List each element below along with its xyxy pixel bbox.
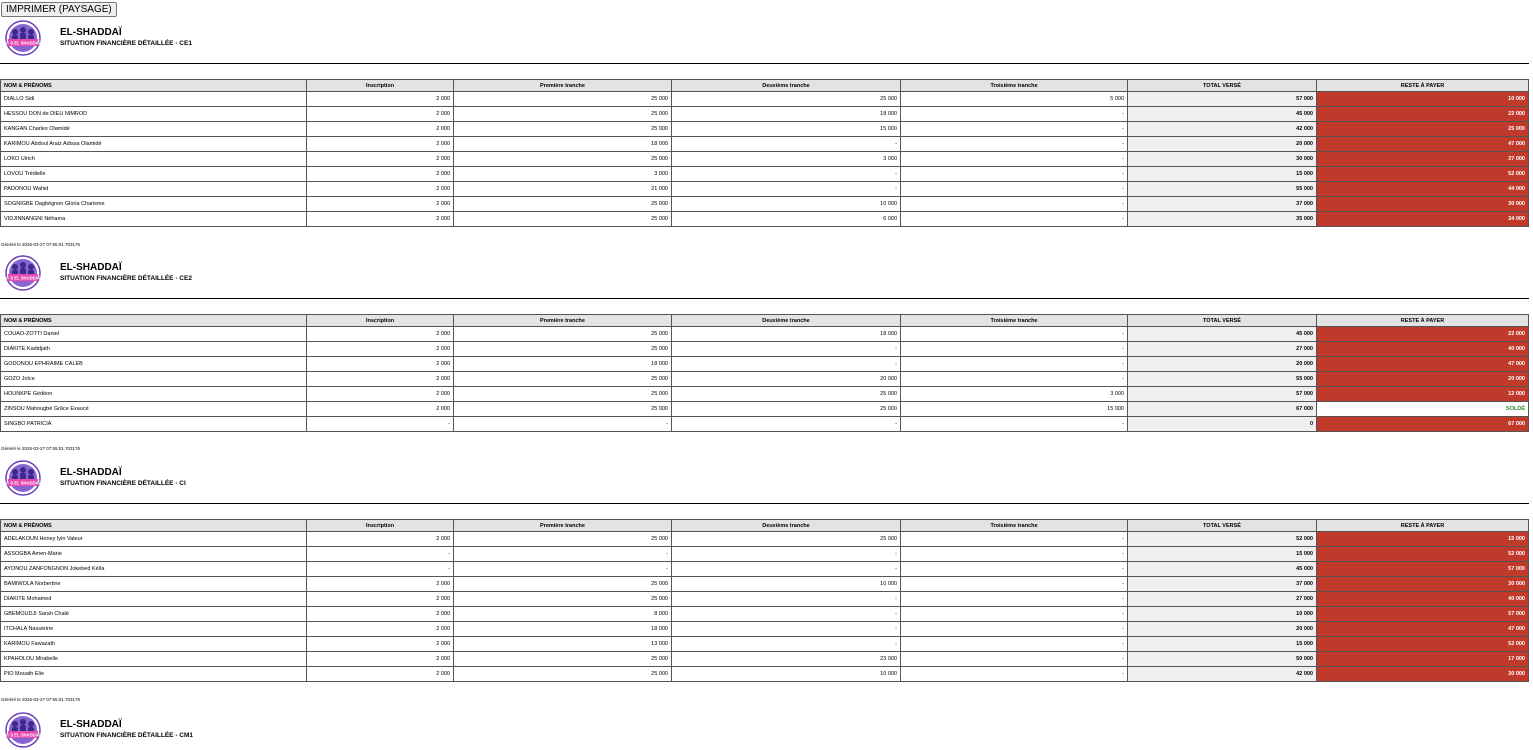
section-header: [0, 253, 1529, 293]
remaining-balance: 22 000: [1317, 107, 1529, 122]
student-name: KANGAN Charles Olamidé: [1, 122, 307, 137]
payment-cell: -: [901, 107, 1128, 122]
payment-cell: -: [901, 652, 1128, 667]
student-name: ASSOGBA Amen-Marie: [1, 547, 307, 562]
total-paid: 45 000: [1128, 327, 1317, 342]
payment-cell: -: [672, 342, 901, 357]
remaining-balance: 12 000: [1317, 387, 1529, 402]
payment-cell: 25 000: [454, 107, 672, 122]
payment-cell: 25 000: [672, 92, 901, 107]
payment-cell: 2 000: [307, 387, 454, 402]
payment-cell: 2 000: [307, 342, 454, 357]
table-row: [1, 137, 1529, 152]
remaining-balance: 25 000: [1317, 122, 1529, 137]
table-row: [1, 622, 1529, 637]
total-paid: 50 000: [1128, 652, 1317, 667]
payment-cell: -: [454, 562, 672, 577]
remaining-balance: 52 000: [1317, 547, 1529, 562]
header-divider: [0, 63, 1529, 64]
payment-cell: -: [672, 547, 901, 562]
remaining-balance: 10 000: [1317, 92, 1529, 107]
payment-cell: 18 000: [672, 327, 901, 342]
payment-cell: 10 000: [672, 667, 901, 682]
logo-text: C S EL SHADDAÏ: [6, 732, 40, 738]
student-name: LOVOU Trédielle: [1, 167, 307, 182]
payment-cell: -: [901, 577, 1128, 592]
payment-cell: 2 000: [307, 577, 454, 592]
payment-cell: 25 000: [454, 122, 672, 137]
remaining-balance: 47 000: [1317, 622, 1529, 637]
column-header: Troisième tranche: [901, 520, 1128, 532]
column-header: Deuxième tranche: [672, 80, 901, 92]
column-header: NOM & PRÉNOMS: [1, 520, 307, 532]
payment-cell: 18 000: [454, 137, 672, 152]
table-row: [1, 637, 1529, 652]
table-row: [1, 167, 1529, 182]
payment-cell: -: [672, 137, 901, 152]
section-header: [0, 458, 1529, 498]
payment-cell: -: [901, 122, 1128, 137]
total-paid: 42 000: [1128, 667, 1317, 682]
payment-cell: -: [901, 152, 1128, 167]
payment-cell: 2 000: [307, 357, 454, 372]
payment-cell: 2 000: [307, 197, 454, 212]
payment-cell: -: [672, 607, 901, 622]
payment-cell: 2 000: [307, 92, 454, 107]
payment-cell: 2 000: [307, 622, 454, 637]
school-logo-icon: [5, 460, 41, 496]
payment-cell: -: [901, 637, 1128, 652]
generated-timestamp: Généré le 2026-03-27 07:55:01.703176: [1, 446, 81, 452]
payment-cell: 25 000: [454, 197, 672, 212]
payment-cell: 10 000: [672, 577, 901, 592]
total-paid: 20 000: [1128, 357, 1317, 372]
remaining-balance: 52 000: [1317, 167, 1529, 182]
student-name: DIAKITE Mohamed: [1, 592, 307, 607]
student-name: SOGNIGBE Dagbégnon Gloria Charisme: [1, 197, 307, 212]
student-name: HOUNKPE Gédéon: [1, 387, 307, 402]
remaining-balance: 47 000: [1317, 357, 1529, 372]
payment-cell: -: [901, 562, 1128, 577]
payment-cell: -: [672, 357, 901, 372]
section-header: [0, 18, 1529, 58]
payment-cell: 15 000: [901, 402, 1128, 417]
student-name: KARIMOU Fawazath: [1, 637, 307, 652]
header-divider: [0, 298, 1529, 299]
school-logo-icon: [5, 712, 41, 748]
school-name: EL-SHADDAÏ: [60, 467, 122, 478]
payment-cell: 2 000: [307, 167, 454, 182]
student-name: PIO Mouath Elie: [1, 667, 307, 682]
remaining-balance: 44 000: [1317, 182, 1529, 197]
section-title: SITUATION FINANCIÈRE DÉTAILLÉE - CE1: [60, 40, 192, 47]
student-name: DIAKITE Kadidjath: [1, 342, 307, 357]
payment-cell: -: [307, 417, 454, 432]
payment-cell: 2 000: [307, 152, 454, 167]
table-row: [1, 92, 1529, 107]
column-header: TOTAL VERSÉ: [1128, 80, 1317, 92]
class-section: [0, 253, 1529, 452]
section-title: SITUATION FINANCIÈRE DÉTAILLÉE - CM1: [60, 732, 194, 739]
payment-cell: -: [901, 342, 1128, 357]
finance-table: [0, 519, 1529, 682]
total-paid: 55 000: [1128, 372, 1317, 387]
remaining-balance: 47 000: [1317, 137, 1529, 152]
payment-cell: 3 000: [454, 167, 672, 182]
remaining-balance: 20 000: [1317, 372, 1529, 387]
school-name: EL-SHADDAÏ: [60, 27, 122, 38]
total-paid: 42 000: [1128, 122, 1317, 137]
remaining-balance: 37 000: [1317, 152, 1529, 167]
payment-cell: 2 000: [307, 652, 454, 667]
payment-cell: -: [672, 562, 901, 577]
table-row: [1, 372, 1529, 387]
table-row: [1, 667, 1529, 682]
payment-cell: 2 000: [307, 107, 454, 122]
total-paid: 45 000: [1128, 562, 1317, 577]
payment-cell: 2 000: [307, 212, 454, 227]
payment-cell: 6 000: [672, 212, 901, 227]
column-header: TOTAL VERSÉ: [1128, 315, 1317, 327]
payment-cell: 25 000: [672, 532, 901, 547]
column-header: NOM & PRÉNOMS: [1, 315, 307, 327]
payment-cell: -: [901, 357, 1128, 372]
class-section: [0, 458, 1529, 702]
remaining-balance: 34 000: [1317, 212, 1529, 227]
payment-cell: -: [672, 622, 901, 637]
student-name: VIDJINNANGNI Néhama: [1, 212, 307, 227]
payment-cell: -: [454, 417, 672, 432]
payment-cell: 13 000: [454, 637, 672, 652]
payment-cell: -: [672, 182, 901, 197]
column-header: Inscription: [307, 80, 454, 92]
total-paid: 45 000: [1128, 107, 1317, 122]
table-row: [1, 197, 1529, 212]
payment-cell: 2 000: [307, 592, 454, 607]
payment-cell: 2 000: [307, 327, 454, 342]
student-name: SINGBO PATRICIA: [1, 417, 307, 432]
payment-cell: 2 000: [307, 607, 454, 622]
total-paid: 55 000: [1128, 182, 1317, 197]
student-name: ZINSOU Mahougbé Grâce Exaucé: [1, 402, 307, 417]
school-logo-icon: [5, 20, 41, 56]
payment-cell: 2 000: [307, 122, 454, 137]
payment-cell: 21 000: [454, 182, 672, 197]
column-header: Première tranche: [454, 520, 672, 532]
column-header: RESTE À PAYER: [1317, 315, 1529, 327]
column-header: Deuxième tranche: [672, 315, 901, 327]
payment-cell: -: [901, 182, 1128, 197]
payment-cell: -: [901, 327, 1128, 342]
payment-cell: -: [307, 562, 454, 577]
payment-cell: 25 000: [454, 667, 672, 682]
print-landscape-button[interactable]: IMPRIMER (PAYSAGE): [1, 2, 117, 17]
table-row: [1, 402, 1529, 417]
column-header: RESTE À PAYER: [1317, 80, 1529, 92]
school-logo-icon: [5, 255, 41, 291]
student-name: DIALLO Sidi: [1, 92, 307, 107]
total-paid: 10 000: [1128, 607, 1317, 622]
table-row: [1, 212, 1529, 227]
header-divider: [0, 503, 1529, 504]
total-paid: 57 000: [1128, 387, 1317, 402]
remaining-balance: 15 000: [1317, 532, 1529, 547]
table-row: [1, 547, 1529, 562]
payment-cell: -: [901, 167, 1128, 182]
total-paid: 27 000: [1128, 592, 1317, 607]
payment-cell: -: [672, 167, 901, 182]
payment-cell: 25 000: [454, 327, 672, 342]
generated-timestamp: Généré le 2026-03-27 07:55:01.703176: [1, 697, 81, 702]
payment-cell: 2 000: [307, 372, 454, 387]
table-row: [1, 607, 1529, 622]
payment-cell: 2 000: [307, 637, 454, 652]
payment-cell: -: [672, 637, 901, 652]
payment-cell: 18 000: [454, 622, 672, 637]
table-row: [1, 562, 1529, 577]
class-section: [0, 18, 1529, 247]
remaining-balance: 40 000: [1317, 592, 1529, 607]
student-name: BAMIWOLA Norbertine: [1, 577, 307, 592]
logo-text: C S EL SHADDAÏ: [6, 275, 40, 281]
student-name: KARIMOU Abdoul Araiz Adissa Olamidé: [1, 137, 307, 152]
remaining-balance: 57 000: [1317, 607, 1529, 622]
student-name: PADONOU Wahid: [1, 182, 307, 197]
payment-cell: 25 000: [672, 402, 901, 417]
total-paid: 15 000: [1128, 167, 1317, 182]
column-header: Première tranche: [454, 315, 672, 327]
payment-cell: 18 000: [454, 357, 672, 372]
finance-table: [0, 79, 1529, 227]
payment-cell: 15 000: [672, 122, 901, 137]
student-name: AYONOU ZANFONGNON Jokebed Kéïla: [1, 562, 307, 577]
remaining-balance: 40 000: [1317, 342, 1529, 357]
table-row: [1, 122, 1529, 137]
school-name: EL-SHADDAÏ: [60, 719, 122, 730]
payment-cell: 25 000: [454, 532, 672, 547]
total-paid: 27 000: [1128, 342, 1317, 357]
remaining-balance: 22 000: [1317, 327, 1529, 342]
payment-cell: 8 000: [454, 607, 672, 622]
payment-cell: 25 000: [454, 387, 672, 402]
finance-table: [0, 314, 1529, 432]
section-header: [0, 710, 1529, 750]
total-paid: 35 000: [1128, 212, 1317, 227]
payment-cell: -: [901, 137, 1128, 152]
section-title: SITUATION FINANCIÈRE DÉTAILLÉE - CE2: [60, 275, 192, 282]
payment-cell: -: [901, 622, 1128, 637]
total-paid: 37 000: [1128, 197, 1317, 212]
remaining-balance: SOLDÉ: [1317, 402, 1529, 417]
payment-cell: -: [454, 547, 672, 562]
payment-cell: 3 000: [672, 152, 901, 167]
total-paid: 20 000: [1128, 137, 1317, 152]
remaining-balance: 52 000: [1317, 637, 1529, 652]
payment-cell: 25 000: [454, 652, 672, 667]
generated-timestamp: Généré le 2026-03-27 07:55:01.703176: [1, 241, 81, 247]
school-name: EL-SHADDAÏ: [60, 262, 122, 273]
payment-cell: 25 000: [672, 387, 901, 402]
column-header: NOM & PRÉNOMS: [1, 80, 307, 92]
payment-cell: -: [901, 197, 1128, 212]
payment-cell: 2 000: [307, 402, 454, 417]
payment-cell: -: [901, 547, 1128, 562]
column-header: Troisième tranche: [901, 80, 1128, 92]
payment-cell: 2 000: [307, 137, 454, 152]
payment-cell: 25 000: [454, 402, 672, 417]
student-name: COUAO-ZOTTI Daniel: [1, 327, 307, 342]
table-row: [1, 652, 1529, 667]
table-row: [1, 182, 1529, 197]
remaining-balance: 57 000: [1317, 562, 1529, 577]
column-header: RESTE À PAYER: [1317, 520, 1529, 532]
payment-cell: 25 000: [454, 92, 672, 107]
remaining-balance: 30 000: [1317, 197, 1529, 212]
total-paid: 30 000: [1128, 152, 1317, 167]
student-name: LOKO Ulrich: [1, 152, 307, 167]
payment-cell: -: [901, 532, 1128, 547]
table-row: [1, 387, 1529, 402]
student-name: GOZO Joïce: [1, 372, 307, 387]
payment-cell: -: [901, 607, 1128, 622]
total-paid: 15 000: [1128, 637, 1317, 652]
column-header: Troisième tranche: [901, 315, 1128, 327]
payment-cell: 18 000: [672, 107, 901, 122]
table-row: [1, 327, 1529, 342]
column-header: Première tranche: [454, 80, 672, 92]
student-name: GBEMOUDJI Sarah Chalé: [1, 607, 307, 622]
student-name: ADELAKOUN Honey Iyin Valeur: [1, 532, 307, 547]
payment-cell: -: [901, 372, 1128, 387]
column-header: Deuxième tranche: [672, 520, 901, 532]
payment-cell: -: [901, 212, 1128, 227]
payment-cell: 2 000: [307, 532, 454, 547]
payment-cell: 20 000: [672, 372, 901, 387]
column-header: TOTAL VERSÉ: [1128, 520, 1317, 532]
payment-cell: 3 000: [901, 387, 1128, 402]
payment-cell: -: [901, 417, 1128, 432]
payment-cell: 25 000: [454, 212, 672, 227]
payment-cell: 25 000: [454, 372, 672, 387]
payment-cell: -: [901, 667, 1128, 682]
payment-cell: 5 000: [901, 92, 1128, 107]
payment-cell: -: [307, 547, 454, 562]
remaining-balance: 67 000: [1317, 417, 1529, 432]
payment-cell: -: [901, 592, 1128, 607]
logo-text: C S EL SHADDAÏ: [6, 480, 40, 486]
total-paid: 20 000: [1128, 622, 1317, 637]
table-row: [1, 152, 1529, 167]
table-row: [1, 357, 1529, 372]
column-header: Inscription: [307, 520, 454, 532]
total-paid: 67 000: [1128, 402, 1317, 417]
table-row: [1, 417, 1529, 432]
class-section: [0, 710, 1529, 750]
table-row: [1, 532, 1529, 547]
table-row: [1, 342, 1529, 357]
section-title: SITUATION FINANCIÈRE DÉTAILLÉE - CI: [60, 480, 186, 487]
table-row: [1, 107, 1529, 122]
payment-cell: 2 000: [307, 667, 454, 682]
payment-cell: 25 000: [454, 342, 672, 357]
student-name: ITCHALA Nassérine: [1, 622, 307, 637]
payment-cell: 25 000: [454, 592, 672, 607]
payment-cell: -: [672, 417, 901, 432]
remaining-balance: 17 000: [1317, 652, 1529, 667]
total-paid: 37 000: [1128, 577, 1317, 592]
total-paid: 15 000: [1128, 547, 1317, 562]
payment-cell: 25 000: [454, 577, 672, 592]
total-paid: 0: [1128, 417, 1317, 432]
payment-cell: 25 000: [454, 152, 672, 167]
student-name: KPAHOLOU Mirabelle: [1, 652, 307, 667]
column-header: Inscription: [307, 315, 454, 327]
total-paid: 52 000: [1128, 532, 1317, 547]
payment-cell: 10 000: [672, 197, 901, 212]
student-name: GODONOU EPHRAIME CALEB: [1, 357, 307, 372]
remaining-balance: 30 000: [1317, 577, 1529, 592]
table-row: [1, 577, 1529, 592]
remaining-balance: 30 000: [1317, 667, 1529, 682]
table-row: [1, 592, 1529, 607]
student-name: HESSOU DON de DIEU NIMROD: [1, 107, 307, 122]
logo-text: C S EL SHADDAÏ: [6, 40, 40, 46]
total-paid: 57 000: [1128, 92, 1317, 107]
payment-cell: 23 000: [672, 652, 901, 667]
payment-cell: -: [672, 592, 901, 607]
payment-cell: 2 000: [307, 182, 454, 197]
